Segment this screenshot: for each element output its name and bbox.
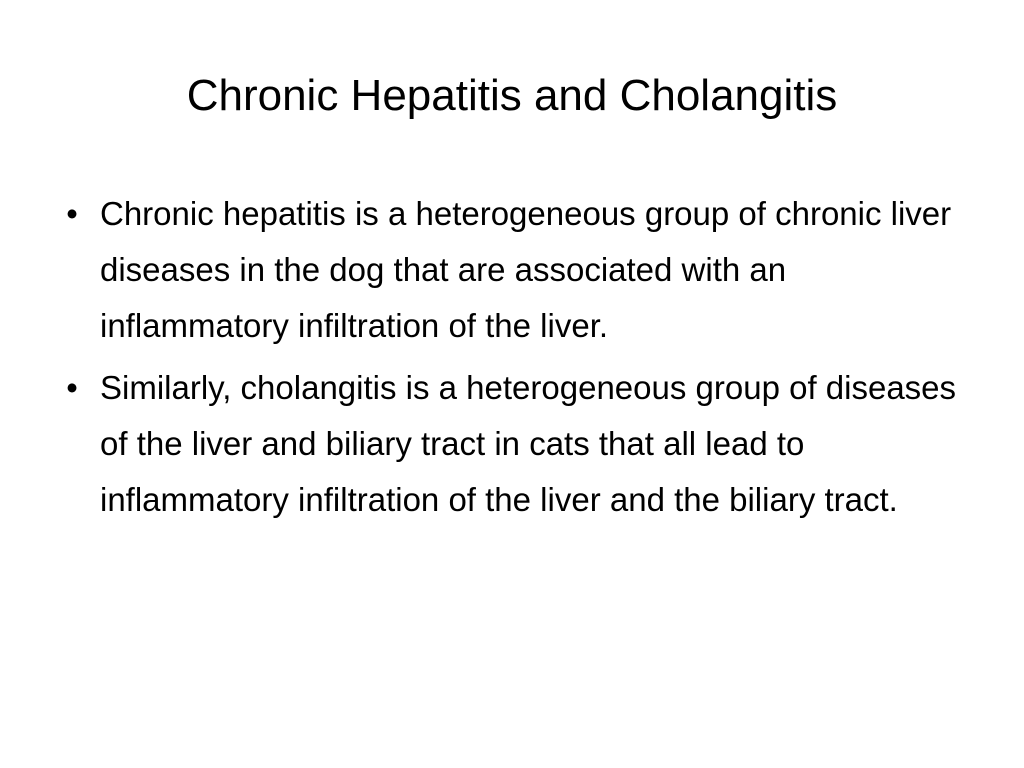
bullet-text: Similarly, cholangitis is a heterogeneous group of diseases of the liver and biliary tract in cats that all lead to inflammatory infiltration of the liver and the biliary tract. bbox=[100, 369, 957, 518]
bullet-item bbox=[58, 186, 974, 354]
bullet-item bbox=[58, 360, 974, 528]
slide-title: Chronic Hepatitis and Cholangitis bbox=[186, 71, 838, 120]
bullet-list bbox=[58, 186, 974, 534]
bullet-text: Chronic hepatitis is a heterogeneous group of chronic liver diseases in the dog that are associated with an inflammatory infiltration of the liver. bbox=[100, 195, 952, 344]
bullet-dot-icon: • bbox=[66, 369, 78, 406]
bullet-dot-icon: • bbox=[66, 195, 78, 232]
